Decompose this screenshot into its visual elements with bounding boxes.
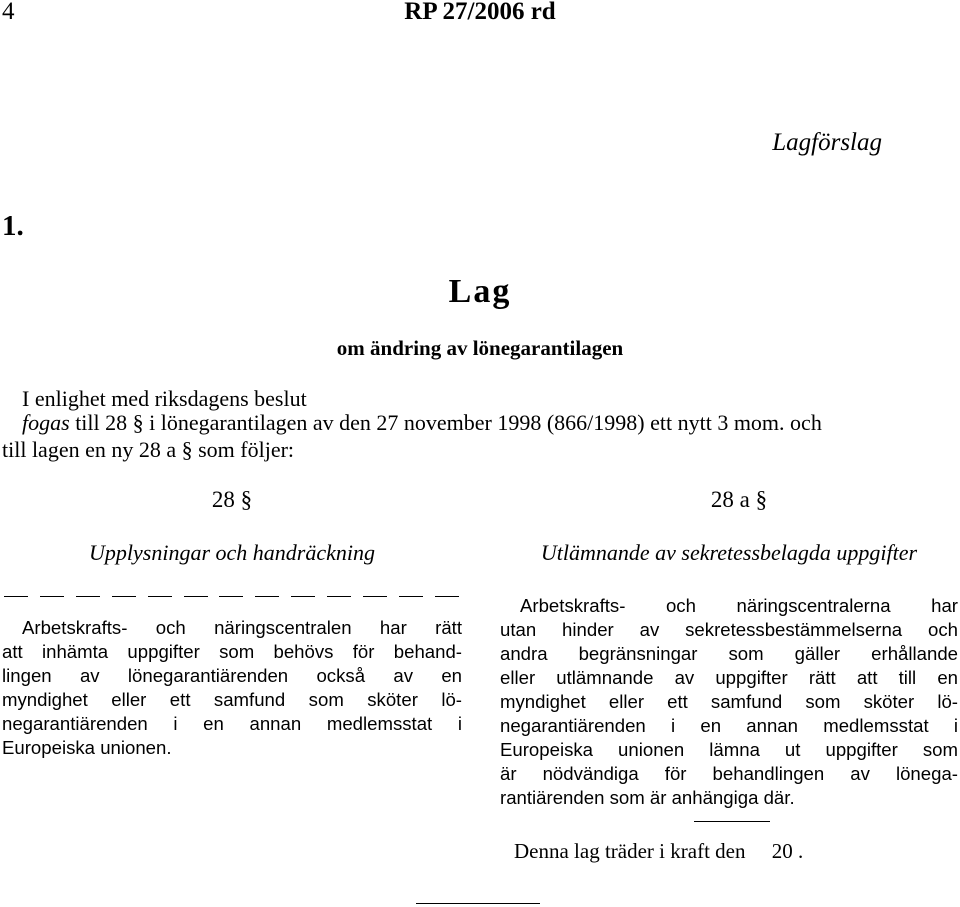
proposal-number: 1. (2, 210, 24, 242)
section-number-28: 28 § (211, 487, 253, 512)
paragraph-line: lingen av lönegarantiärenden också av en (2, 665, 462, 686)
end-of-law-rule (694, 821, 770, 822)
section-28a-paragraph (500, 594, 958, 810)
omitted-text-marker (2, 596, 462, 606)
paragraph-line: negarantiärenden i en annan medlemsstat i (500, 715, 958, 736)
paragraph-line: Europeiska unionen lämna ut uppgifter som (500, 739, 958, 760)
section-28-paragraph (2, 616, 462, 760)
paragraph-line: myndighet eller ett samfund som sköter lö- (2, 689, 462, 710)
paragraph-line: rantiärenden som är anhängiga där. (500, 787, 795, 808)
enactment-line-2 (22, 410, 822, 436)
left-column-current-section (2, 484, 462, 760)
section-number-28a: 28 a § (710, 487, 768, 512)
paragraph-line: utan hinder av sekretessbestämmelserna och (500, 619, 958, 640)
section-heading-28a: Utlämnande av sekretessbelagda uppgifter (540, 540, 918, 565)
paragraph-line: myndighet eller ett samfund som sköter lö- (500, 691, 958, 712)
paragraph-line: eller utlämnande av uppgifter rätt att till en (500, 667, 958, 688)
law-title: Lag (448, 273, 512, 310)
document-reference: RP 27/2006 rd (404, 0, 556, 25)
section-label: Lagförslag (772, 129, 882, 156)
bottom-separator-rule (416, 903, 540, 904)
paragraph-line: Arbetskrafts- och näringscentralen har rätt (22, 617, 462, 638)
section-heading-28: Upplysningar och handräckning (89, 540, 375, 565)
paragraph-line: att inhämta uppgifter som behövs för behand- (2, 641, 462, 662)
paragraph-line: Europeiska unionen. (2, 737, 172, 758)
law-subtitle: om ändring av lönegarantilagen (336, 336, 624, 360)
page-number: 4 (2, 0, 15, 25)
paragraph-line: andra begränsningar som gäller erhållande (500, 643, 958, 664)
paragraph-line: negarantiärenden i en annan medlemsstat i (2, 713, 462, 734)
enactment-verb: fogas (22, 410, 70, 435)
enactment-line-2-text: till 28 § i lönegarantilagen av den 27 november 1998 (866/1998) ett nytt 3 mom. och (69, 410, 822, 435)
paragraph-line: Arbetskrafts- och näringscentralerna har (520, 595, 958, 616)
paragraph-line: är nödvändiga för behandlingen av lönega- (500, 763, 958, 784)
right-column-new-section (500, 484, 958, 864)
enactment-line-3: till lagen en ny 28 a § som följer: (2, 437, 295, 462)
enactment-line-1: I enlighet med riksdagens beslut (22, 386, 307, 411)
entry-into-force-clause: Denna lag träder i kraft den 20 . (514, 839, 804, 863)
